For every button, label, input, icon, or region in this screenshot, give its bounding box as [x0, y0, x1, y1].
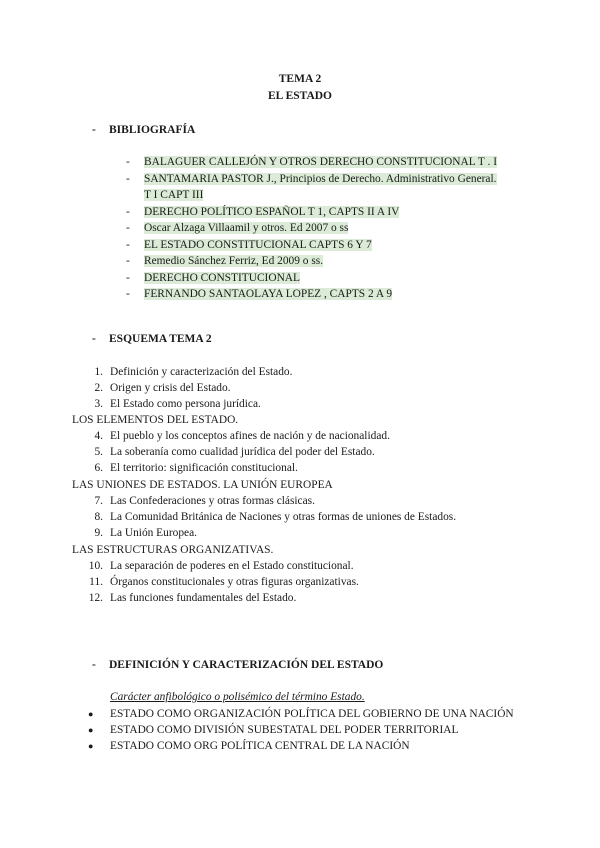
definition-bullet-item: ● ESTADO COMO ORGANIZACIÓN POLÍTICA DEL GOBIERNO DE UNA NACIÓN — [88, 708, 514, 720]
title-line-1: TEMA 2 — [278, 73, 322, 85]
heading-dash: - — [92, 124, 96, 136]
bibliography-heading — [92, 124, 195, 136]
bibliography-item: - FERNANDO SANTAOLAYA LOPEZ , CAPTS 2 A 9 — [126, 288, 393, 300]
bibliography-item: - Oscar Alzaga Villaamil y otros. Ed 2007 o ss — [126, 222, 349, 234]
outline-item: 1. Definición y caracterización del Estado. — [94, 366, 293, 378]
outline-item: 6. El territorio: significación constitucional. — [94, 462, 298, 474]
definition-bullet-item: ● ESTADO COMO DIVISIÓN SUBESTATAL DEL PODER TERRITORIAL — [88, 724, 459, 736]
definition-bullet-item: ● ESTADO COMO ORG POLÍTICA CENTRAL DE LA NACIÓN — [88, 740, 410, 752]
outline-item: 10. La separación de poderes en el Estado constitucional. — [88, 560, 354, 572]
outline-item: 4. El pueblo y los conceptos afines de nación y de nacionalidad. — [94, 430, 390, 442]
outline-item: 2. Origen y crisis del Estado. — [94, 382, 231, 394]
outline-item: 9. La Unión Europea. — [94, 527, 197, 539]
outline-heading — [92, 333, 212, 345]
bullet-icon: ● — [88, 741, 94, 751]
bibliography-item: - EL ESTADO CONSTITUCIONAL CAPTS 6 Y 7 — [126, 238, 372, 251]
outline-group-heading: LAS ESTRUCTURAS ORGANIZATIVAS. — [72, 544, 274, 556]
title-line-2: EL ESTADO — [267, 90, 333, 102]
definition-heading-text: DEFINICIÓN Y CARACTERIZACIÓN DEL ESTADO — [109, 659, 384, 671]
bibliography-item: - DERECHO CONSTITUCIONAL — [126, 271, 300, 284]
bullet-icon: ● — [88, 709, 94, 719]
outline-item: 11. Órganos constitucionales y otras figuras organizativas. — [89, 576, 359, 588]
bibliography-item: - BALAGUER CALLEJÓN Y OTROS DERECHO CONSTITUCIONAL T . I — [126, 156, 497, 168]
outline-heading-text: ESQUEMA TEMA 2 — [109, 333, 212, 345]
definition-subheading: Carácter anfibológico o polisémico del término Estado. — [110, 691, 365, 703]
outline-group-heading: LAS UNIONES DE ESTADOS. LA UNIÓN EUROPEA — [72, 479, 333, 491]
definition-heading — [92, 659, 383, 671]
outline-item: 12. Las funciones fundamentales del Estado. — [88, 592, 297, 604]
outline-item: 5. La soberanía como cualidad jurídica del poder del Estado. — [94, 446, 375, 458]
outline-item: 7. Las Confederaciones y otras formas clásicas. — [94, 495, 315, 507]
outline-item: 3. El Estado como persona jurídica. — [94, 398, 261, 410]
bibliography-item: - Remedio Sánchez Ferriz, Ed 2009 o ss. — [126, 255, 324, 267]
heading-dash: - — [92, 659, 96, 671]
bibliography-item: - DERECHO POLÍTICO ESPAÑOL T 1, CAPTS II A IV — [126, 205, 400, 218]
heading-dash: - — [92, 333, 96, 345]
outline-item: 8. La Comunidad Británica de Naciones y otras formas de uniones de Estados. — [94, 511, 457, 523]
bibliography-list — [126, 154, 502, 303]
outline-group-heading: LOS ELEMENTOS DEL ESTADO. — [72, 414, 239, 426]
bibliography-item: - SANTAMARIA PASTOR J., Principios de Derecho. Administrativo General. T I CAPT III — [126, 172, 497, 201]
bibliography-heading-text: BIBLIOGRAFÍA — [109, 124, 196, 136]
bullet-icon: ● — [88, 725, 94, 735]
